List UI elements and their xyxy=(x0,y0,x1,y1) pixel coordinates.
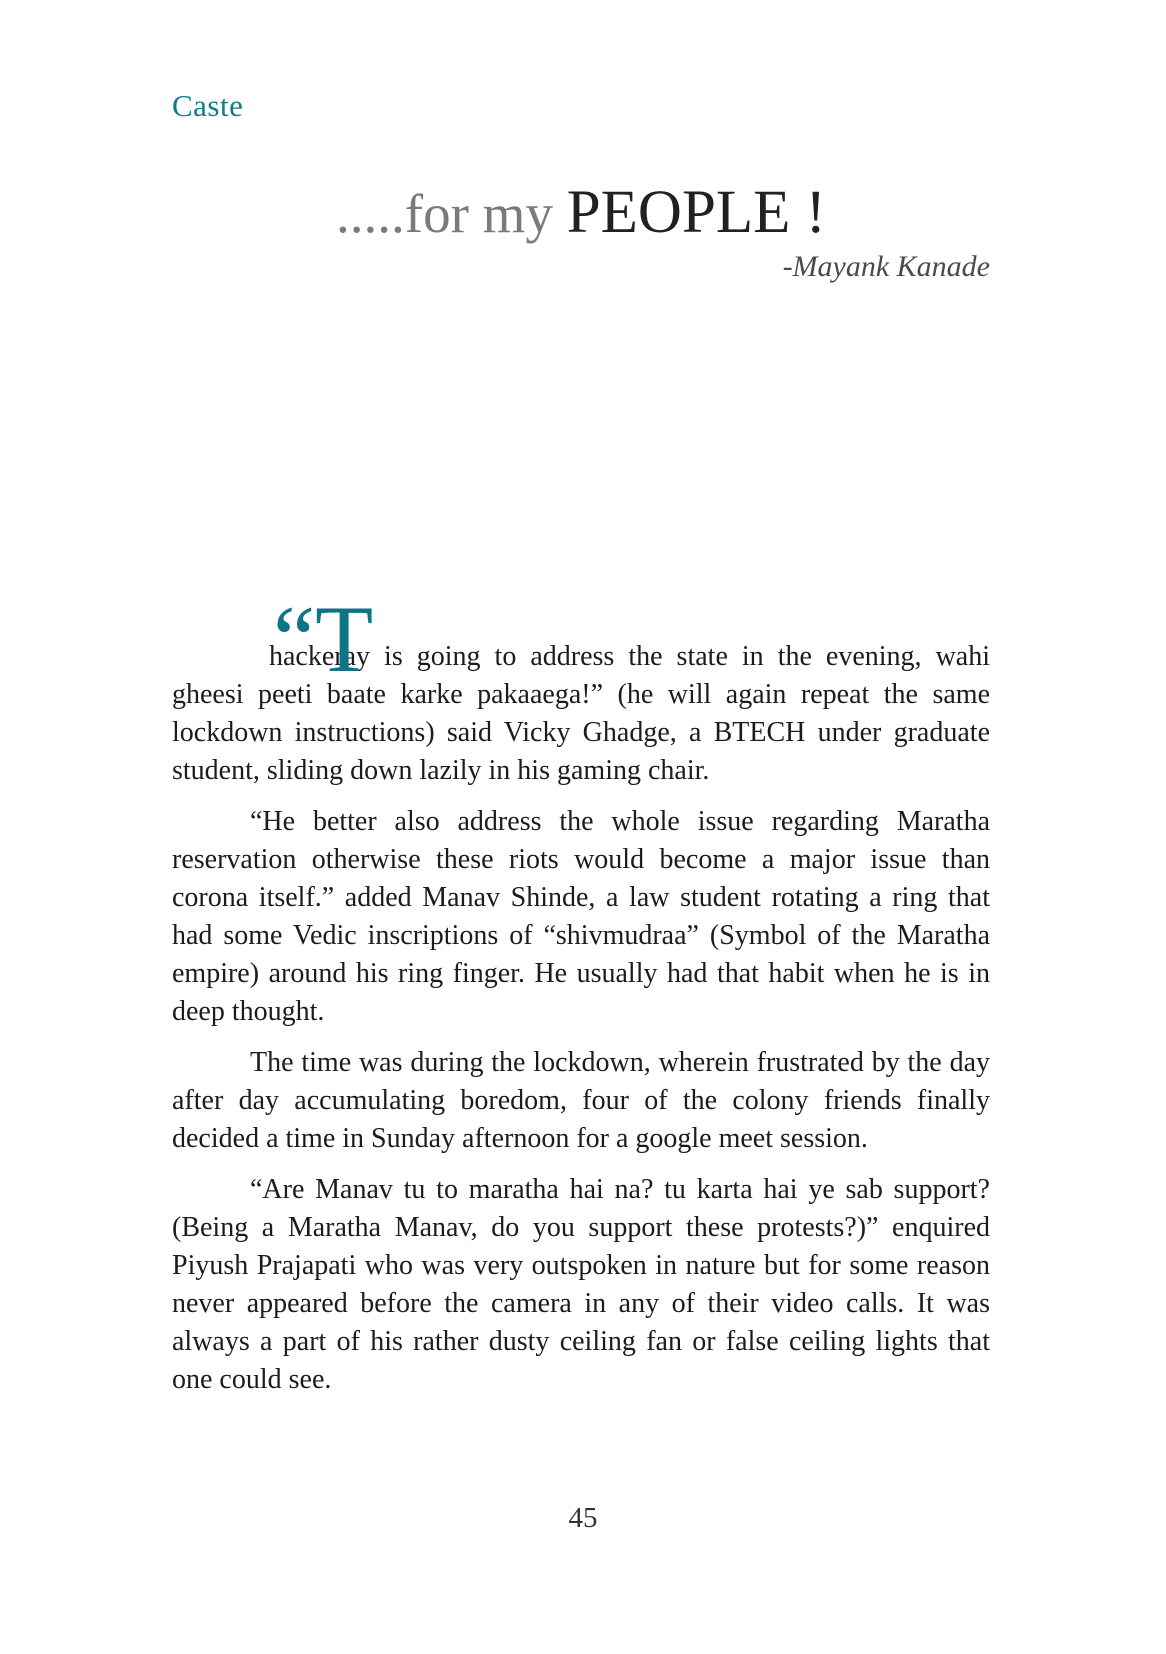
paragraph-1 xyxy=(172,586,990,790)
paragraph-2: “He better also address the whole issue regarding Maratha reservation otherwise these riots would become a major issue than corona itself.” added Manav Shinde, a law student rotating a ring that had some Vedic inscriptions of “shivmudraa” (Symbol of the Maratha empire) around his ring finger. He usually had that habit when he is in deep thought. xyxy=(172,806,990,1027)
paragraph-3: The time was during the lockdown, wherein frustrated by the day after day accumulating boredom, four of the colony friends finally decided a time in Sunday afternoon for a google meet session. xyxy=(172,1047,990,1154)
chapter-header: Caste xyxy=(172,88,244,123)
story-title xyxy=(172,178,990,248)
drop-cap-letter: T xyxy=(315,586,374,692)
drop-cap xyxy=(176,586,374,692)
page-number: 45 xyxy=(568,1502,598,1534)
paragraph-4: “Are Manav tu to maratha hai na? tu karta hai ye sab support?(Being a Maratha Manav, do you support these protests?)” enquired Piyush Prajapati who was very outspoken in nature but for some reason never appeared before the camera in any of their video calls. It was always a part of his rather dusty ceiling fan or false ceiling lights that one could see. xyxy=(172,1174,990,1395)
author-byline: -Mayank Kanade xyxy=(782,250,990,283)
drop-cap-quote: “ xyxy=(273,586,316,692)
story-title-emphasis: PEOPLE ! xyxy=(566,179,826,246)
title-block xyxy=(172,178,990,284)
story-title-prefix: .....for my xyxy=(336,183,567,244)
story-body xyxy=(172,586,990,1412)
paragraph-1-text: hackeray is going to address the state in the evening, wahi gheesi peeti baate karke pakaaega!” (he will again repeat the same lockdown instructions) said Vicky Ghadge, a BTECH under graduate student, sliding down lazily in his gaming chair. xyxy=(172,641,990,786)
